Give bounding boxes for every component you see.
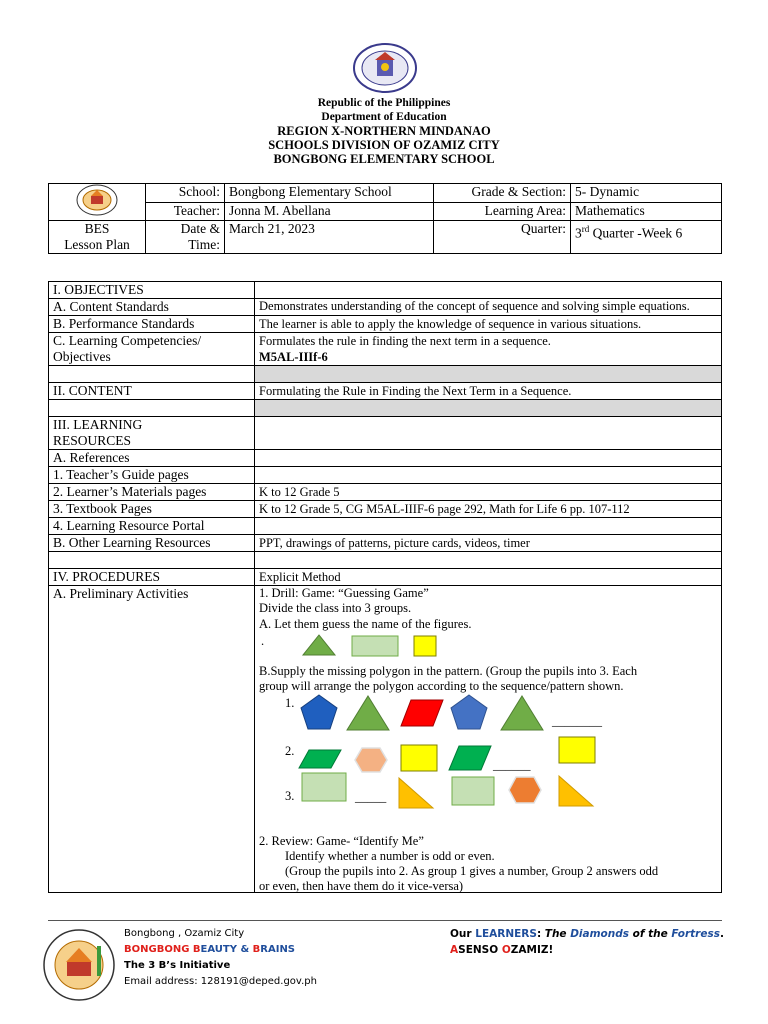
lm-value: K to 12 Grade 5 <box>255 484 722 501</box>
row-3-number: 3. <box>285 789 295 803</box>
content-value: Formulating the Rule in Finding the Next Term in a Sequence. <box>255 383 722 400</box>
quarter-suffix: rd <box>581 224 590 234</box>
other-resources-label: B. Other Learning Resources <box>49 535 255 552</box>
school-header <box>0 96 768 166</box>
content-std-label: A. Content Standards <box>49 299 255 316</box>
group-text-2: or even, then have them do it vice-versa) <box>259 879 464 893</box>
quarter-value <box>571 221 722 254</box>
motto-of-the: of the <box>629 928 672 940</box>
footer-divider <box>48 920 722 921</box>
lesson-plan-table <box>48 281 722 893</box>
quarter-rest: Quarter -Week 6 <box>589 225 683 241</box>
ozamiz-o: O <box>501 944 511 956</box>
portal-value <box>255 518 722 535</box>
bes-label: BES <box>84 221 110 236</box>
header-school: BONGBONG ELEMENTARY SCHOOL <box>273 152 495 166</box>
green-parallelogram-icon <box>447 744 493 772</box>
supply-text-2: group will arrange the polygon according to the sequence/pattern shown. <box>259 679 624 693</box>
red-parallelogram-icon <box>399 698 445 728</box>
row-2-blank: ______ <box>493 758 531 772</box>
ozamiz-rest: ZAMIZ! <box>510 944 554 956</box>
spacer-cell <box>49 400 255 417</box>
motto-line-1 <box>450 926 724 942</box>
references-value <box>255 450 722 467</box>
motto-our: Our <box>450 928 476 940</box>
page-footer <box>0 920 768 1020</box>
footer-motto <box>450 926 724 958</box>
quarter-number: 3 <box>575 225 582 241</box>
portal-label: 4. Learning Resource Portal <box>49 518 255 535</box>
prelim-activities <box>255 586 722 893</box>
grade-label: Grade & Section: <box>434 184 571 203</box>
lm-label: 2. Learner’s Materials pages <box>49 484 255 501</box>
spacer-cell <box>49 366 255 383</box>
lesson-info-table <box>48 183 722 254</box>
resources-heading <box>49 417 255 450</box>
area-value: Mathematics <box>571 202 722 221</box>
spacer-cell <box>49 552 255 569</box>
date-label <box>146 221 225 254</box>
footer-brand <box>124 942 317 958</box>
school-logo-cell <box>49 184 146 221</box>
motto-line-2 <box>450 942 724 958</box>
light-green-rectangle-icon <box>301 772 347 802</box>
footer-initiative: The 3 B’s Initiative <box>124 960 231 971</box>
quarter-label: Quarter: <box>434 221 571 254</box>
supply-text-1: B.Supply the missing polygon in the pattern. (Group the pupils into 3. Each <box>259 664 638 678</box>
motto-diamonds: Diamonds <box>570 928 630 940</box>
brand-beauty: EAUTY & <box>200 944 253 955</box>
gold-right-triangle-icon <box>397 776 435 810</box>
blue-pentagon-icon <box>299 693 339 731</box>
content-std-value: Demonstrates understanding of the concept of sequence and solving simple equations. <box>255 299 722 316</box>
guess-text: A. Let them guess the name of the figures. <box>259 617 472 631</box>
green-parallelogram-icon <box>297 748 343 770</box>
references-label: A. References <box>49 450 255 467</box>
perf-std-label: B. Performance Standards <box>49 316 255 333</box>
tg-label: 1. Teacher’s Guide pages <box>49 467 255 484</box>
green-triangle-icon <box>345 694 391 732</box>
competencies-label-line2: Objectives <box>53 349 111 364</box>
resources-heading-line1: III. LEARNING <box>53 417 143 432</box>
drill-text: 1. Drill: Game: “Guessing Game” <box>259 586 429 600</box>
yellow-square-icon <box>400 744 438 772</box>
dot-text: . <box>261 634 265 648</box>
objectives-heading: I. OBJECTIVES <box>49 282 255 299</box>
blue-pentagon-icon <box>449 693 489 731</box>
grade-value: 5- Dynamic <box>571 184 722 203</box>
row-1-number: 1. <box>285 696 295 710</box>
header-division: SCHOOLS DIVISION OF OZAMIZ CITY <box>268 138 500 152</box>
resources-heading-line2: RESOURCES <box>53 433 132 448</box>
footer-email: Email address: 128191@deped.gov.ph <box>124 976 317 987</box>
objectives-value <box>255 282 722 299</box>
gold-right-triangle-icon <box>557 774 595 808</box>
school-value: Bongbong Elementary School <box>225 184 434 203</box>
asenso-a: A <box>450 944 459 956</box>
date-label-line1: Date & <box>180 221 220 236</box>
date-label-line2: Time: <box>188 237 220 252</box>
divide-text: Divide the class into 3 groups. <box>259 601 412 615</box>
spacer-shaded <box>255 400 722 417</box>
footer-place: Bongbong , Ozamiz City <box>124 928 245 939</box>
header-department: Department of Education <box>321 111 447 123</box>
other-resources-value: PPT, drawings of patterns, picture cards, videos, timer <box>255 535 722 552</box>
brand-b1: B <box>192 944 201 955</box>
brand-bongbong: BONGBONG <box>124 944 193 955</box>
green-triangle-icon <box>499 694 545 732</box>
resources-value <box>255 417 722 450</box>
tg-value <box>255 467 722 484</box>
school-logo-icon <box>42 928 116 1002</box>
textbook-label: 3. Textbook Pages <box>49 501 255 518</box>
competencies-value <box>255 333 722 366</box>
competency-code: M5AL-IIIf-6 <box>259 350 328 364</box>
light-green-rectangle-icon <box>451 776 495 806</box>
prelim-label: A. Preliminary Activities <box>49 586 255 893</box>
motto-the: The <box>544 928 571 940</box>
green-triangle-icon <box>301 633 337 657</box>
competencies-label-line1: C. Learning Competencies/ <box>53 333 202 348</box>
header-region: REGION X-NORTHERN MINDANAO <box>277 124 491 138</box>
light-green-rectangle-icon <box>351 635 399 657</box>
date-value: March 21, 2023 <box>225 221 434 254</box>
school-logo-icon <box>75 184 119 216</box>
motto-period: . <box>719 928 724 940</box>
competencies-label <box>49 333 255 366</box>
procedures-heading: IV. PROCEDURES <box>49 569 255 586</box>
teacher-value: Jonna M. Abellana <box>225 202 434 221</box>
identify-text: Identify whether a number is odd or even. <box>285 849 495 863</box>
brand-b2: B <box>252 944 261 955</box>
spacer-shaded <box>255 366 722 383</box>
textbook-value: K to 12 Grade 5, CG M5AL-IIIF-6 page 292, Math for Life 6 pp. 107-112 <box>255 501 722 518</box>
brand-brains: RAINS <box>260 944 296 955</box>
teacher-label: Teacher: <box>146 202 225 221</box>
asenso-rest: SENSO <box>458 944 502 956</box>
row-1-blank: ________ <box>552 714 602 728</box>
area-label: Learning Area: <box>434 202 571 221</box>
competency-text: Formulates the rule in finding the next term in a sequence. <box>259 334 551 348</box>
content-heading: II. CONTENT <box>49 383 255 400</box>
motto-fortress: Fortress <box>671 928 720 940</box>
row-2-number: 2. <box>285 744 295 758</box>
school-label: School: <box>146 184 225 203</box>
deped-seal-icon <box>352 42 418 94</box>
peach-hexagon-icon <box>353 746 389 774</box>
motto-colon: : <box>536 928 545 940</box>
footer-contact <box>124 926 317 990</box>
header-republic: Republic of the Philippines <box>317 97 451 109</box>
group-text-1: (Group the pupils into 2. As group 1 gives a number, Group 2 answers odd <box>285 864 659 878</box>
row-3-blank: _____ <box>355 790 387 804</box>
review-text: 2. Review: Game- “Identify Me” <box>259 834 424 848</box>
yellow-square-icon <box>558 736 596 764</box>
method-value: Explicit Method <box>255 569 722 586</box>
perf-std-value: The learner is able to apply the knowledge of sequence in various situations. <box>255 316 722 333</box>
lesson-plan-label: Lesson Plan <box>64 237 130 252</box>
yellow-square-icon <box>413 635 437 657</box>
spacer-cell <box>255 552 722 569</box>
motto-learners: LEARNERS <box>475 928 537 940</box>
orange-hexagon-icon <box>507 775 543 805</box>
bes-lesson-plan <box>49 221 146 254</box>
